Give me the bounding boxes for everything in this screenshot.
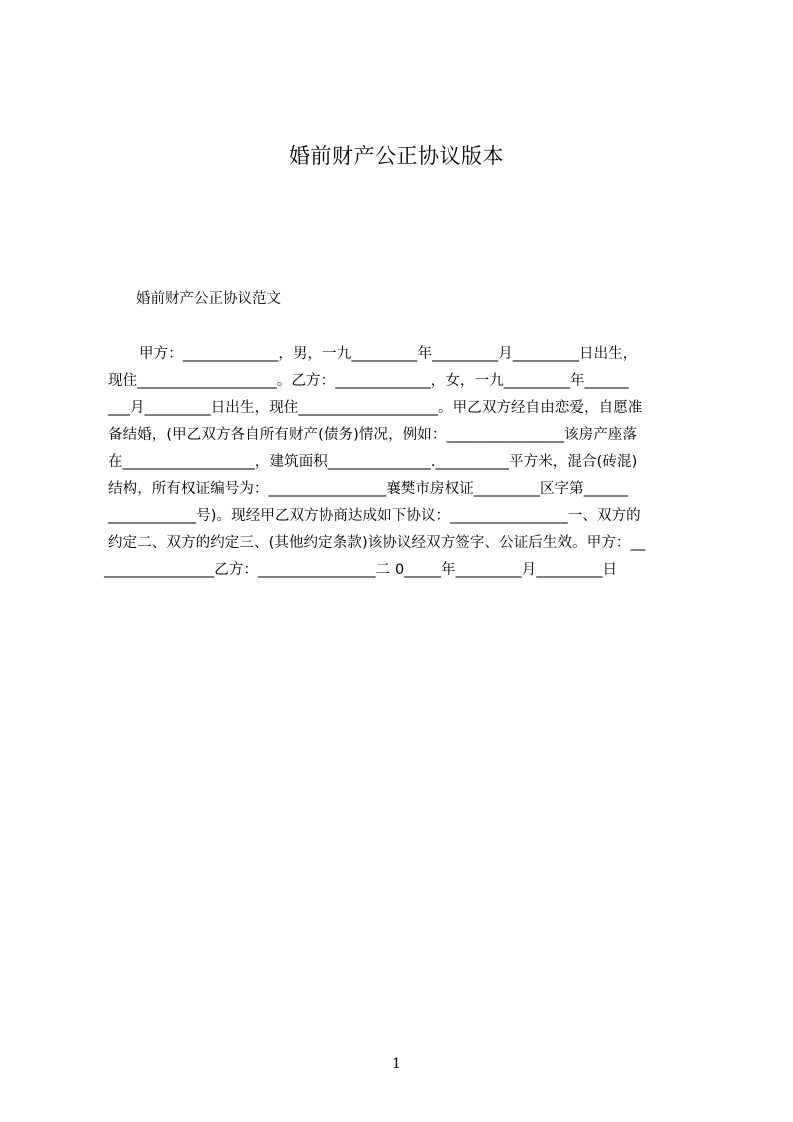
page-number: 1 <box>392 1056 401 1072</box>
body-line-1: 甲方：_____________，男，一九_________年_________月_________日出生， <box>139 346 638 362</box>
body-line-6: 结构，所有权证编号为：________________襄樊市房权证_________区字第______ <box>108 481 628 497</box>
body-line-2: 现住___________________。乙方：_____________，女，一九_________年______ <box>108 373 629 389</box>
body-line-5: 在__________________，建筑面积______________.__________平方米，混合(砖混) <box>108 454 638 470</box>
body-line-8: 约定二、双方的约定三、(其他约定条款)该协议经双方签字、公证后生效。甲方：__ <box>108 535 646 551</box>
document-title: 婚前财产公正协议版本 <box>289 144 504 168</box>
body-line-3: ___月_________日出生，现住___________________。甲乙双方经自由恋爱，自愿准 <box>108 400 643 416</box>
body-line-4: 备结婚，(甲乙双方各自所有财产(债务)情况，例如：________________该房产座落 <box>108 427 638 443</box>
body-line-7: ____________号)。现经甲乙双方协商达成如下协议：________________一、双方的 <box>108 508 641 524</box>
document-subtitle: 婚前财产公正协议范文 <box>136 291 281 307</box>
body-line-9: _______________乙方：________________二 0_____年_________月_________日 <box>104 562 618 578</box>
